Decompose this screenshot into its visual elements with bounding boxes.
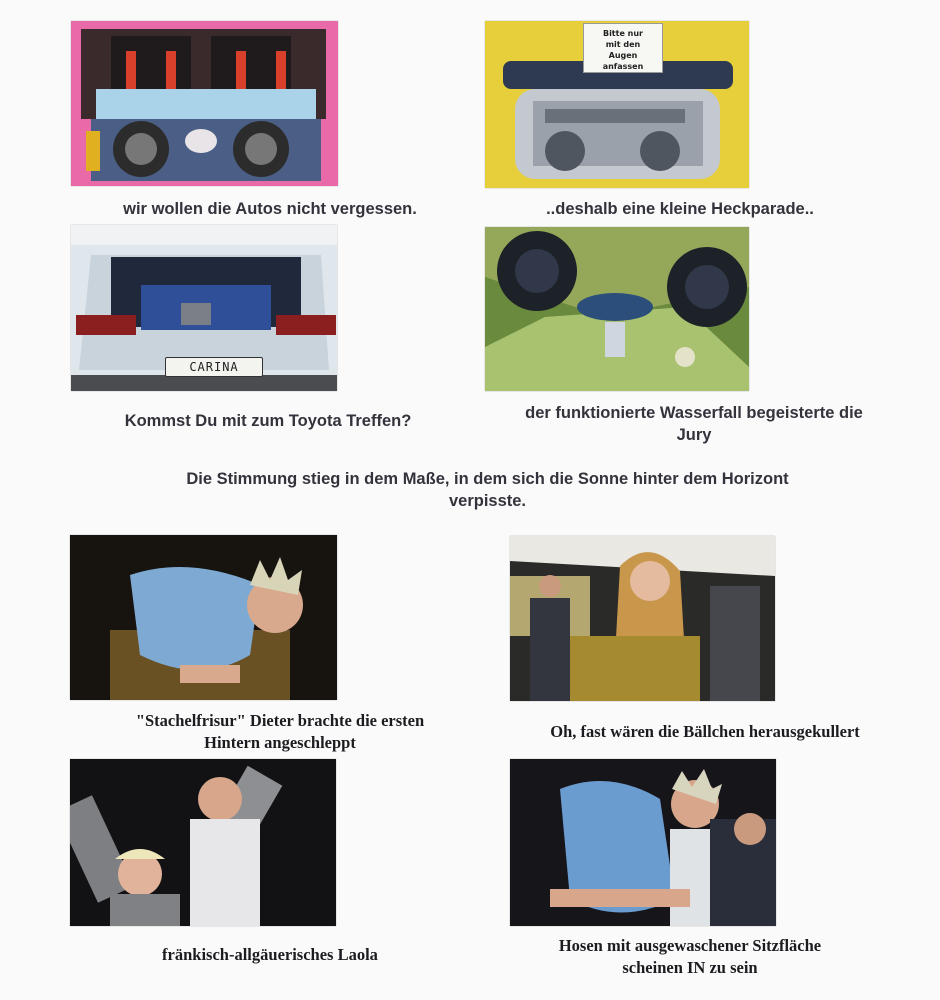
laola-image (70, 759, 336, 926)
sign-line-4: anfassen (602, 62, 644, 71)
photo-pink-car-trunk (71, 21, 338, 186)
caption-photo-8-line-2: scheinen IN zu sein (622, 958, 758, 977)
jeans-image (510, 759, 776, 926)
waterfall-speakers-image (485, 227, 749, 391)
caption-photo-7: fränkisch-allgäuerisches Laola (162, 945, 378, 964)
mood-sentence (90, 468, 885, 512)
caption-photo-5-line-1: "Stachelfrisur" Dieter brachte die ersten (135, 711, 425, 730)
photo-dieter-carrying (70, 535, 337, 700)
sign-line-1: Bitte nur (602, 29, 644, 38)
photo-yellow-car-trunk (485, 21, 749, 188)
caption-photo-6: Oh, fast wären die Bällchen herausgekullert (550, 722, 860, 741)
photo-jeans (510, 759, 776, 926)
mood-sentence-line-2: verpisste. (448, 492, 527, 510)
hands-off-sign (583, 23, 663, 73)
caption-photo-5 (70, 710, 490, 754)
photo-blonde-woman (510, 536, 775, 701)
sign-line-3: Augen (608, 51, 638, 60)
pink-car-trunk-image (71, 21, 338, 186)
dieter-carrying-image (70, 535, 337, 700)
caption-photo-4-line-1: der funktionierte Wasserfall begeisterte die (525, 404, 863, 422)
caption-photo-4 (470, 402, 918, 446)
license-plate: CARINA (165, 357, 263, 377)
mood-sentence-line-1: Die Stimmung stieg in dem Maße, in dem sich die Sonne hinter dem Horizont (186, 470, 789, 488)
photo-waterfall-speakers (485, 227, 749, 391)
photo-toyota-carina (71, 225, 337, 391)
caption-photo-1: wir wollen die Autos nicht vergessen. (123, 200, 417, 218)
caption-photo-8-line-1: Hosen mit ausgewaschener Sitzfläche (558, 936, 822, 955)
caption-photo-4-line-2: Jury (676, 426, 712, 444)
sign-line-2: mit den (605, 40, 641, 49)
caption-photo-2: ..deshalb eine kleine Heckparade.. (546, 200, 814, 218)
caption-photo-8 (480, 935, 900, 979)
photo-laola (70, 759, 336, 926)
blonde-woman-image (510, 536, 775, 701)
caption-photo-5-line-2: Hintern angeschleppt (204, 733, 356, 752)
caption-photo-3: Kommst Du mit zum Toyota Treffen? (124, 412, 412, 430)
